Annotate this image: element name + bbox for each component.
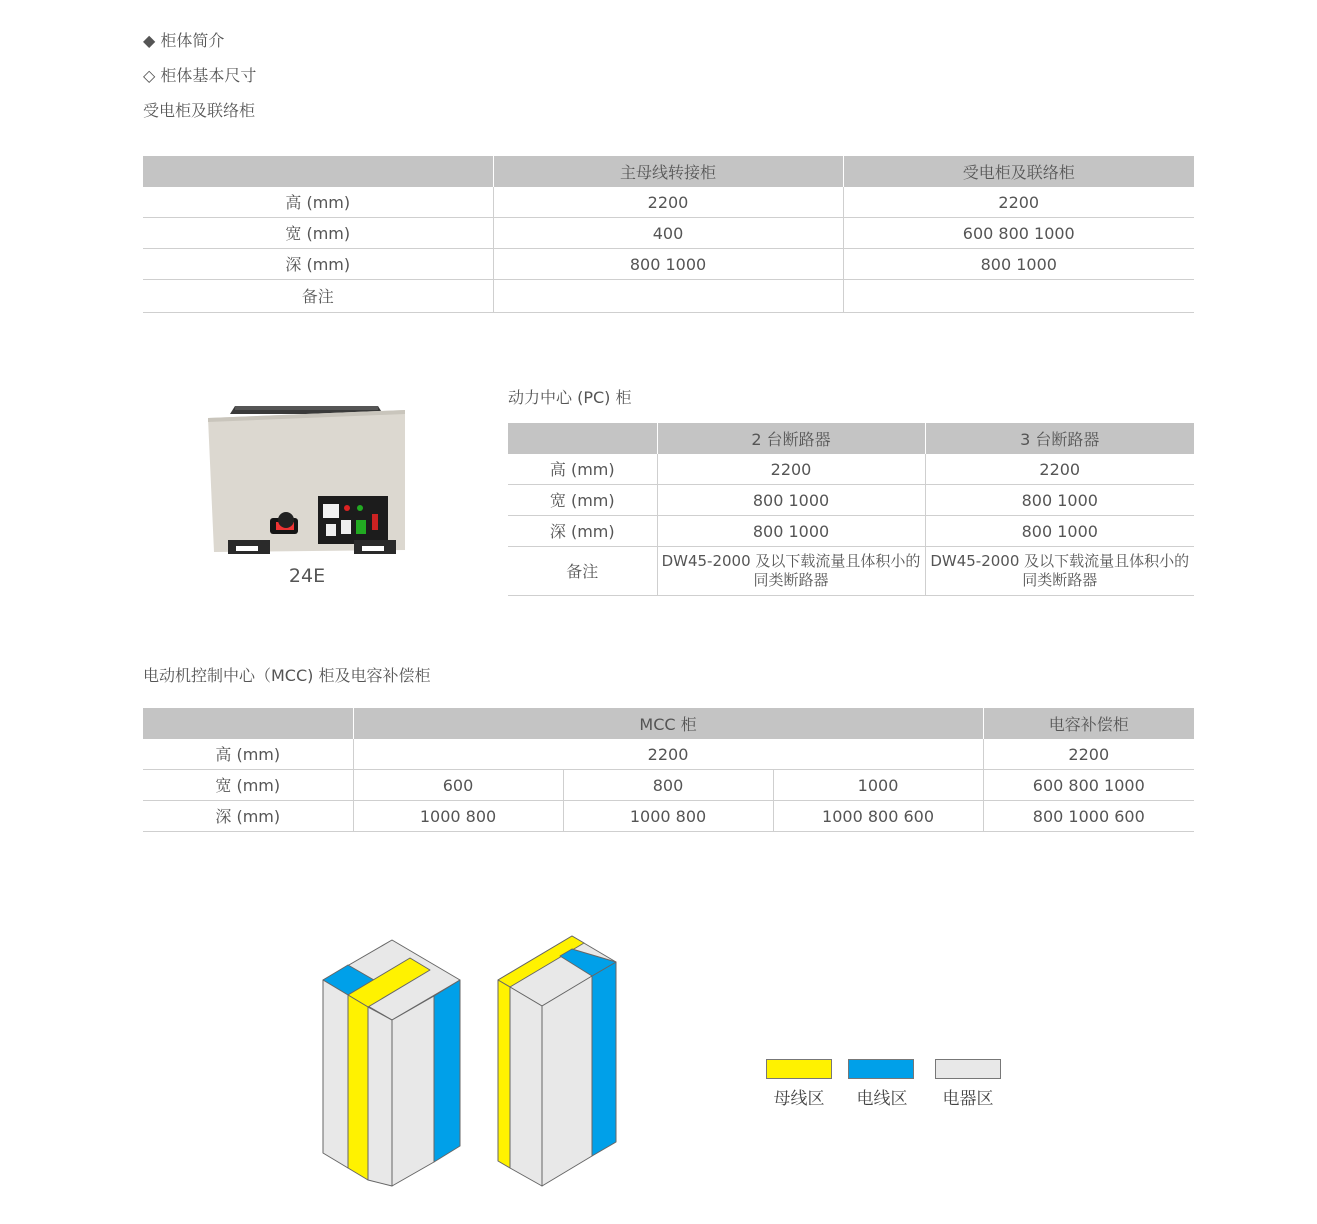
- table-row: [143, 187, 1194, 218]
- row-label: 高 (mm): [143, 739, 353, 770]
- table-cell: 800 1000 600: [983, 801, 1194, 832]
- table-cell: 800 1000: [843, 249, 1194, 280]
- header-cell: MCC 柜: [353, 708, 983, 739]
- nav-intro-label: 柜体简介: [160, 31, 225, 50]
- product-caption: 24E: [288, 565, 326, 587]
- solid-diamond-icon: ◆: [143, 31, 156, 50]
- table-cell: 1000 800: [353, 801, 563, 832]
- table-cell: 1000: [773, 770, 983, 801]
- table-power-center: [508, 423, 1194, 596]
- table-header-row: [143, 156, 1194, 187]
- legend-swatch-busbar: [766, 1059, 832, 1079]
- nav-intro[interactable]: [143, 28, 224, 51]
- header-cell: [143, 708, 353, 739]
- nav-dimensions-label: 柜体基本尺寸: [160, 66, 257, 85]
- header-cell: [143, 156, 493, 187]
- header-cell: 受电柜及联络柜: [843, 156, 1194, 187]
- table-mcc-capacitor: [143, 708, 1194, 832]
- row-label: 深 (mm): [508, 516, 657, 547]
- row-label: 备注: [508, 547, 657, 596]
- table-cell: [843, 280, 1194, 313]
- row-label: 备注: [143, 280, 493, 313]
- table-cell: 2200: [657, 454, 925, 485]
- table-cell: 800: [563, 770, 773, 801]
- cabinet-product-image: [200, 400, 415, 560]
- legend-swatch-cable: [848, 1059, 914, 1079]
- nav-dimensions[interactable]: [143, 63, 256, 86]
- row-label: 高 (mm): [508, 454, 657, 485]
- table-header-row: [508, 423, 1194, 454]
- header-cell: 3 台断路器: [925, 423, 1194, 454]
- table-cell: 2200: [493, 187, 843, 218]
- header-cell: 主母线转接柜: [493, 156, 843, 187]
- table3-title: 电动机控制中心（MCC) 柜及电容补偿柜: [143, 666, 431, 685]
- table-cell: 400: [493, 218, 843, 249]
- row-label: 深 (mm): [143, 249, 493, 280]
- header-cell: 电容补偿柜: [983, 708, 1194, 739]
- table-header-row: [143, 708, 1194, 739]
- table-cell: DW45-2000 及以下载流量且体积小的同类断路器: [925, 547, 1194, 596]
- row-label: 宽 (mm): [143, 218, 493, 249]
- table-cell: 2200: [925, 454, 1194, 485]
- table-row: [143, 249, 1194, 280]
- header-cell: [508, 423, 657, 454]
- hollow-diamond-icon: ◇: [143, 66, 156, 85]
- table-cell: 800 1000: [493, 249, 843, 280]
- table-cell: 800 1000: [657, 516, 925, 547]
- table-cell: 800 1000: [925, 516, 1194, 547]
- table-row: [143, 280, 1194, 313]
- row-label: 高 (mm): [143, 187, 493, 218]
- cabinet-zone-diagram: [310, 928, 630, 1194]
- table-cell: 2200: [983, 739, 1194, 770]
- legend-label-cable: 电线区: [856, 1089, 908, 1109]
- row-label: 深 (mm): [143, 801, 353, 832]
- row-label: 宽 (mm): [508, 485, 657, 516]
- table-cell: 600 800 1000: [843, 218, 1194, 249]
- table-row: [143, 739, 1194, 770]
- legend-label-device: 电器区: [942, 1089, 994, 1109]
- legend-swatch-device: [935, 1059, 1001, 1079]
- table-row: [143, 770, 1194, 801]
- legend-label-busbar: 母线区: [773, 1089, 825, 1109]
- table-cell: 1000 800: [563, 801, 773, 832]
- table-cell: 2200: [353, 739, 983, 770]
- table-cell: 600 800 1000: [983, 770, 1194, 801]
- table-row: [143, 801, 1194, 832]
- table-row: [508, 454, 1194, 485]
- table-row: [508, 516, 1194, 547]
- table-incoming-cabinet: [143, 156, 1194, 313]
- row-label: 宽 (mm): [143, 770, 353, 801]
- table-cell: 800 1000: [925, 485, 1194, 516]
- header-cell: 2 台断路器: [657, 423, 925, 454]
- table2-title: 动力中心 (PC) 柜: [508, 388, 632, 407]
- table-row: [143, 218, 1194, 249]
- table-cell: DW45-2000 及以下载流量且体积小的同类断路器: [657, 547, 925, 596]
- table-cell: 1000 800 600: [773, 801, 983, 832]
- table-row: [508, 547, 1194, 596]
- section1-title: 受电柜及联络柜: [143, 101, 256, 120]
- table-cell: 2200: [843, 187, 1194, 218]
- table-cell: 600: [353, 770, 563, 801]
- table-cell: 800 1000: [657, 485, 925, 516]
- table-row: [508, 485, 1194, 516]
- table-cell: [493, 280, 843, 313]
